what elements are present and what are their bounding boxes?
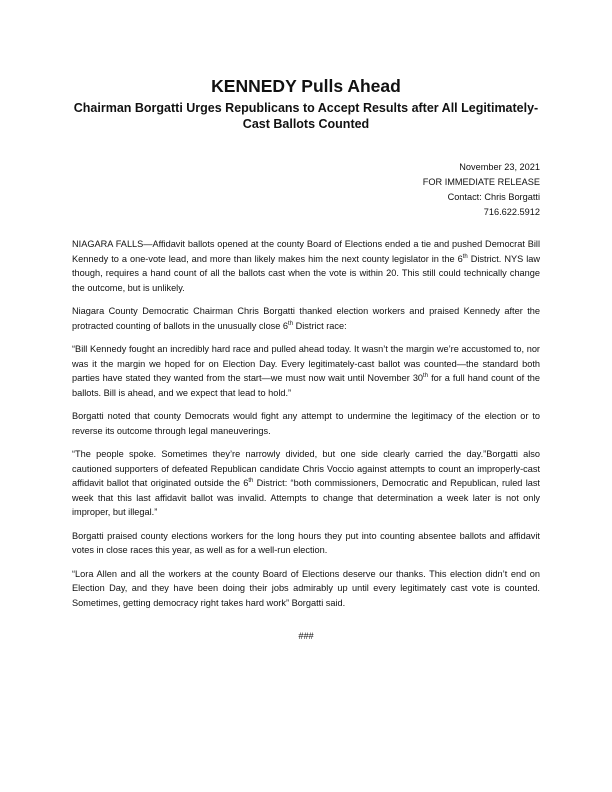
paragraph-4: Borgatti noted that county Democrats would fight any attempt to undermine the legitimacy of the election or to reverse its outcome through legal maneuverings. — [72, 411, 540, 436]
paragraph-1: NIAGARA FALLS—Affidavit ballots opened at the county Board of Elections ended a tie and pushed Democrat Bill Kennedy to a one-vote lead, and more than likely makes him the next county legislator in the 6th District. NYS law though, requires a hand count of all the ballots cast when the vote is within 20. This still could technically change the outcome, but is unlikely. — [72, 239, 540, 293]
paragraph-3: “Bill Kennedy fought an incredibly hard race and pulled ahead today. It wasn’t the margin we’re accustomed to, nor was it the margin we hoped for on Election Day. Every legitimately-cast ballot was counted—the standard both parties have stated they wanted from the start—we must now wait until November 30th for a full hand count of the ballots. Bill is ahead, and we expect that lead to hold.” — [72, 344, 540, 398]
paragraph-5: “The people spoke. Sometimes they’re narrowly divided, but one side clearly carried the day.”Borgatti also cautioned supporters of defeated Republican candidate Chris Voccio against attempts to count an improperly-cast affidavit ballot that originated outside the 6th District: “both commissioners, Democratic and Republican, ruled last week that this last affidavit ballot was invalid. Attempts to change that determination a week later is not only improper, but illegal.” — [72, 449, 540, 517]
headline: KENNEDY Pulls Ahead — [211, 76, 401, 96]
release-status: FOR IMMEDIATE RELEASE — [422, 177, 540, 187]
release-phone: 716.622.5912 — [483, 207, 540, 217]
subheadline: Chairman Borgatti Urges Republicans to Accept Results after All Legitimately-Cast Ballots Counted — [73, 101, 539, 131]
end-mark: ### — [298, 631, 314, 641]
article-body — [72, 237, 540, 610]
release-date: November 23, 2021 — [459, 162, 540, 172]
paragraph-7: “Lora Allen and all the workers at the county Board of Elections deserve our thanks. This election didn’t end on Election Day, and they have been doing their jobs admirably up until every legitimately cast vote is counted. Sometimes, getting democracy right takes hard work” Borgatti said. — [72, 568, 540, 608]
release-meta — [72, 160, 540, 220]
paragraph-6: Borgatti praised county elections workers for the long hours they put into counting absentee ballots and affidavit votes in close races this year, as well as for a well-run election. — [72, 530, 540, 555]
release-contact: Contact: Chris Borgatti — [447, 192, 540, 202]
paragraph-2: Niagara County Democratic Chairman Chris Borgatti thanked election workers and praised Kennedy after the protracted counting of ballots in the unusually close 6th District race: — [72, 306, 540, 331]
